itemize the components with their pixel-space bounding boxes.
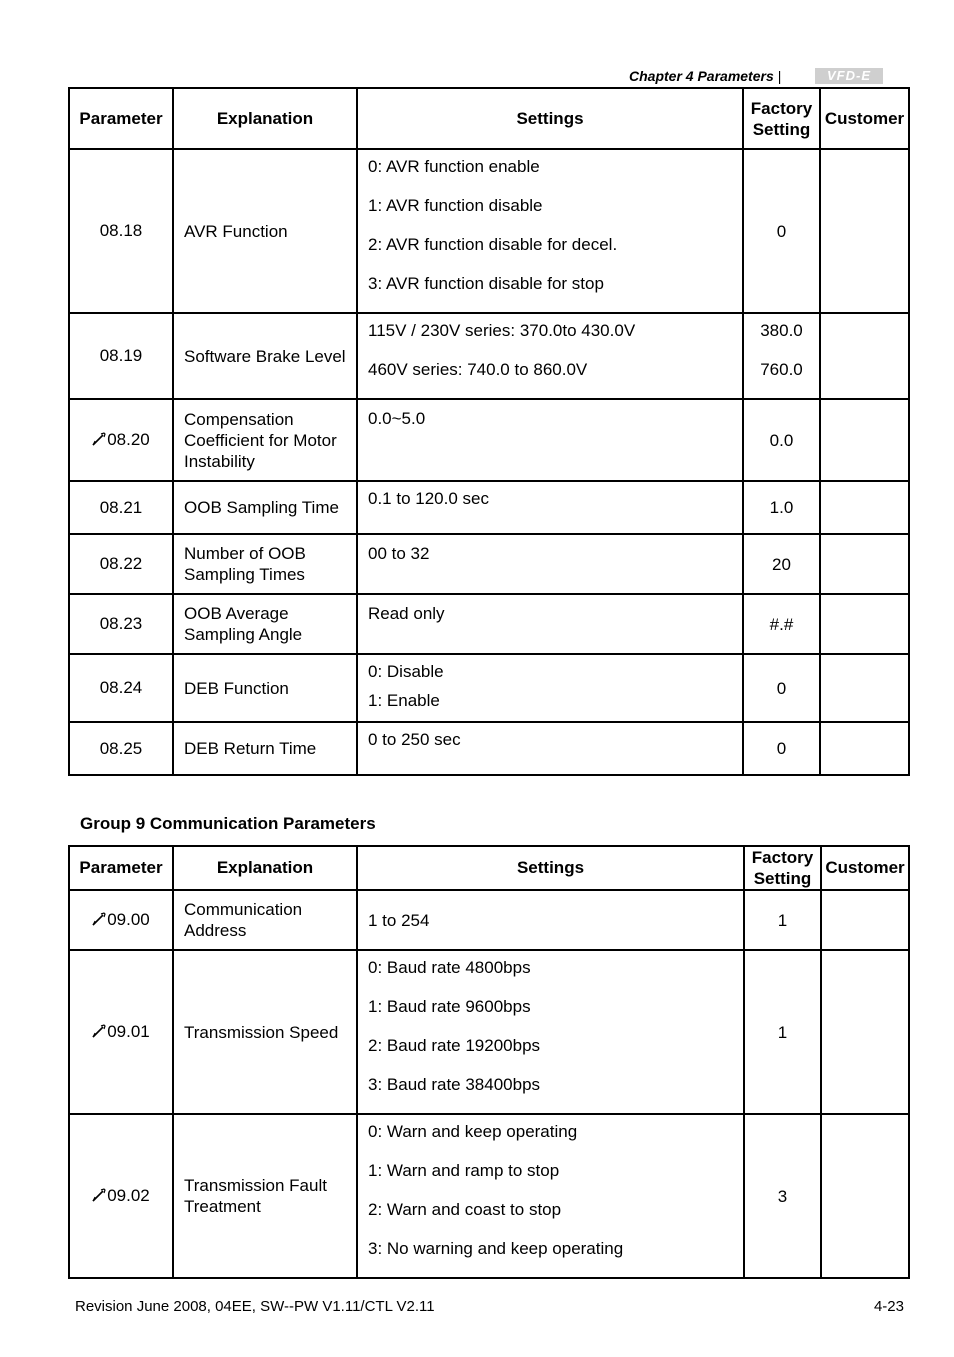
setting-option: 1: Baud rate 9600bps — [368, 997, 531, 1016]
customer-cell[interactable] — [820, 534, 909, 594]
settings-cell — [357, 594, 743, 654]
factory-setting-cell — [743, 722, 820, 775]
setting-option: 115V / 230V series: 370.0to 430.0V — [368, 321, 636, 340]
settings-cell — [357, 313, 743, 399]
pen-icon — [92, 912, 106, 929]
setting-option: 1: Enable — [368, 691, 440, 710]
table-row — [69, 399, 909, 481]
col-parameter: Parameter — [69, 88, 173, 149]
parameter-cell — [69, 594, 173, 654]
customer-cell[interactable] — [820, 481, 909, 534]
table-header-row — [69, 846, 909, 890]
parameter-cell — [69, 950, 173, 1114]
parameter-cell — [69, 481, 173, 534]
footer-revision: Revision June 2008, 04EE, SW--PW V1.11/CTL V2.11 — [75, 1298, 435, 1315]
setting-option: 0: Disable — [368, 662, 444, 681]
chapter-title: Chapter 4 Parameters — [629, 68, 774, 84]
setting-option: 3: Baud rate 38400bps — [368, 1075, 541, 1094]
table-row — [69, 950, 909, 1114]
col-explanation: Explanation — [173, 88, 357, 149]
explanation-cell: Transmission Speed — [173, 950, 357, 1114]
parameter-table-group8 — [68, 87, 910, 776]
settings-cell — [357, 399, 743, 481]
settings-cell — [357, 890, 744, 950]
parameter-code: 08.25 — [99, 738, 143, 758]
factory-setting-cell — [744, 1114, 821, 1278]
table-row — [69, 722, 909, 775]
table-row — [69, 534, 909, 594]
setting-option: 0.1 to 120.0 sec — [368, 489, 489, 508]
parameter-code: 08.21 — [99, 497, 143, 517]
explanation-cell: DEB Function — [173, 654, 357, 722]
factory-value: 0.0 — [769, 430, 794, 450]
customer-cell[interactable] — [821, 890, 909, 950]
setting-option: 0: Baud rate 4800bps — [368, 958, 531, 977]
explanation-cell: Number of OOB Sampling Times — [173, 534, 357, 594]
explanation-cell: AVR Function — [173, 149, 357, 313]
parameter-cell — [69, 654, 173, 722]
group-title: Group 9 Communication Parameters — [80, 814, 376, 833]
col-customer: Customer — [821, 846, 909, 890]
table-row — [69, 481, 909, 534]
explanation-cell: Communication Address — [173, 890, 357, 950]
setting-option: 0 to 250 sec — [368, 730, 461, 749]
setting-option: Read only — [368, 604, 445, 623]
table-row — [69, 149, 909, 313]
table-row — [69, 594, 909, 654]
settings-cell — [357, 1114, 744, 1278]
parameter-code: 08.23 — [99, 614, 143, 633]
col-customer: Customer — [820, 88, 909, 149]
footer-page-number: 4-23 — [873, 1298, 904, 1315]
setting-option: 2: Warn and coast to stop — [368, 1200, 562, 1219]
parameter-cell — [69, 534, 173, 594]
parameter-code: 08.20 — [107, 430, 150, 449]
customer-cell[interactable] — [820, 594, 909, 654]
factory-value: 1 — [777, 1022, 788, 1042]
table-header-row — [69, 88, 909, 149]
factory-value: 760.0 — [760, 360, 803, 379]
customer-cell[interactable] — [820, 722, 909, 775]
table-row — [69, 890, 909, 950]
factory-value: 0 — [776, 678, 787, 698]
factory-value: 1.0 — [769, 498, 794, 517]
setting-option: 3: No warning and keep operating — [368, 1239, 624, 1258]
explanation-cell: Compensation Coefficient for Motor Instability — [173, 399, 357, 481]
factory-setting-cell — [743, 654, 820, 722]
chapter-header — [629, 68, 781, 84]
parameter-code: 08.24 — [99, 678, 143, 697]
parameter-code: 09.00 — [107, 910, 150, 929]
pen-icon — [92, 1024, 106, 1041]
setting-option: 460V series: 740.0 to 860.0V — [368, 360, 588, 379]
factory-value: 0 — [776, 221, 787, 241]
col-factory: Factory Setting — [744, 846, 821, 890]
settings-cell — [357, 950, 744, 1114]
table-row — [69, 1114, 909, 1278]
setting-option: 2: AVR function disable for decel. — [368, 235, 618, 254]
explanation-cell: OOB Sampling Time — [173, 481, 357, 534]
setting-option: 0.0~5.0 — [368, 409, 426, 428]
factory-value: 20 — [772, 554, 791, 574]
customer-cell[interactable] — [820, 313, 909, 399]
factory-value: #.# — [769, 614, 794, 634]
parameter-cell — [69, 1114, 173, 1278]
explanation-cell: Transmission Fault Treatment — [173, 1114, 357, 1278]
factory-setting-cell — [743, 149, 820, 313]
factory-setting-cell — [744, 950, 821, 1114]
factory-value: 1 — [777, 910, 788, 930]
col-settings: Settings — [357, 88, 743, 149]
factory-value: 3 — [777, 1186, 788, 1206]
col-explanation: Explanation — [173, 846, 357, 890]
factory-value: 380.0 — [760, 321, 803, 340]
setting-option: 1: AVR function disable — [368, 196, 543, 215]
customer-cell[interactable] — [820, 654, 909, 722]
settings-cell — [357, 149, 743, 313]
col-settings: Settings — [357, 846, 744, 890]
brand-logo — [815, 68, 883, 84]
pen-icon — [92, 432, 106, 449]
factory-setting-cell — [743, 534, 820, 594]
factory-setting-cell — [743, 313, 820, 399]
parameter-cell — [69, 890, 173, 950]
settings-cell — [357, 481, 743, 534]
setting-option: 0: AVR function enable — [368, 157, 540, 176]
logo-text: VFD-E — [827, 68, 871, 83]
setting-option: 2: Baud rate 19200bps — [368, 1036, 541, 1055]
col-parameter: Parameter — [69, 846, 173, 890]
parameter-cell — [69, 722, 173, 775]
table-row — [69, 654, 909, 722]
setting-option: 1 to 254 — [368, 911, 430, 930]
parameter-code: 09.02 — [107, 1186, 150, 1205]
factory-setting-cell — [744, 890, 821, 950]
parameter-cell — [69, 313, 173, 399]
customer-cell[interactable] — [820, 399, 909, 481]
parameter-code: 08.22 — [99, 554, 143, 573]
factory-setting-cell — [743, 481, 820, 534]
parameter-cell — [69, 149, 173, 313]
explanation-cell: DEB Return Time — [173, 722, 357, 775]
customer-cell[interactable] — [821, 1114, 909, 1278]
settings-cell — [357, 534, 743, 594]
setting-option: 3: AVR function disable for stop — [368, 274, 604, 293]
explanation-cell: Software Brake Level — [173, 313, 357, 399]
setting-option: 0: Warn and keep operating — [368, 1122, 578, 1141]
parameter-code: 08.19 — [99, 346, 143, 365]
customer-cell[interactable] — [820, 149, 909, 313]
factory-setting-cell — [743, 399, 820, 481]
settings-cell — [357, 654, 743, 722]
parameter-table-group9 — [68, 845, 910, 1279]
parameter-code: 09.01 — [107, 1022, 150, 1041]
customer-cell[interactable] — [821, 950, 909, 1114]
setting-option: 1: Warn and ramp to stop — [368, 1161, 560, 1180]
settings-cell — [357, 722, 743, 775]
explanation-cell: OOB Average Sampling Angle — [173, 594, 357, 654]
setting-option: 00 to 32 — [368, 544, 430, 563]
factory-value: 0 — [776, 739, 787, 758]
table-row — [69, 313, 909, 399]
parameter-cell — [69, 399, 173, 481]
header-separator: | — [777, 68, 782, 84]
factory-setting-cell — [743, 594, 820, 654]
col-factory: Factory Setting — [743, 88, 820, 149]
parameter-code: 08.18 — [99, 221, 143, 240]
pen-icon — [92, 1188, 106, 1205]
